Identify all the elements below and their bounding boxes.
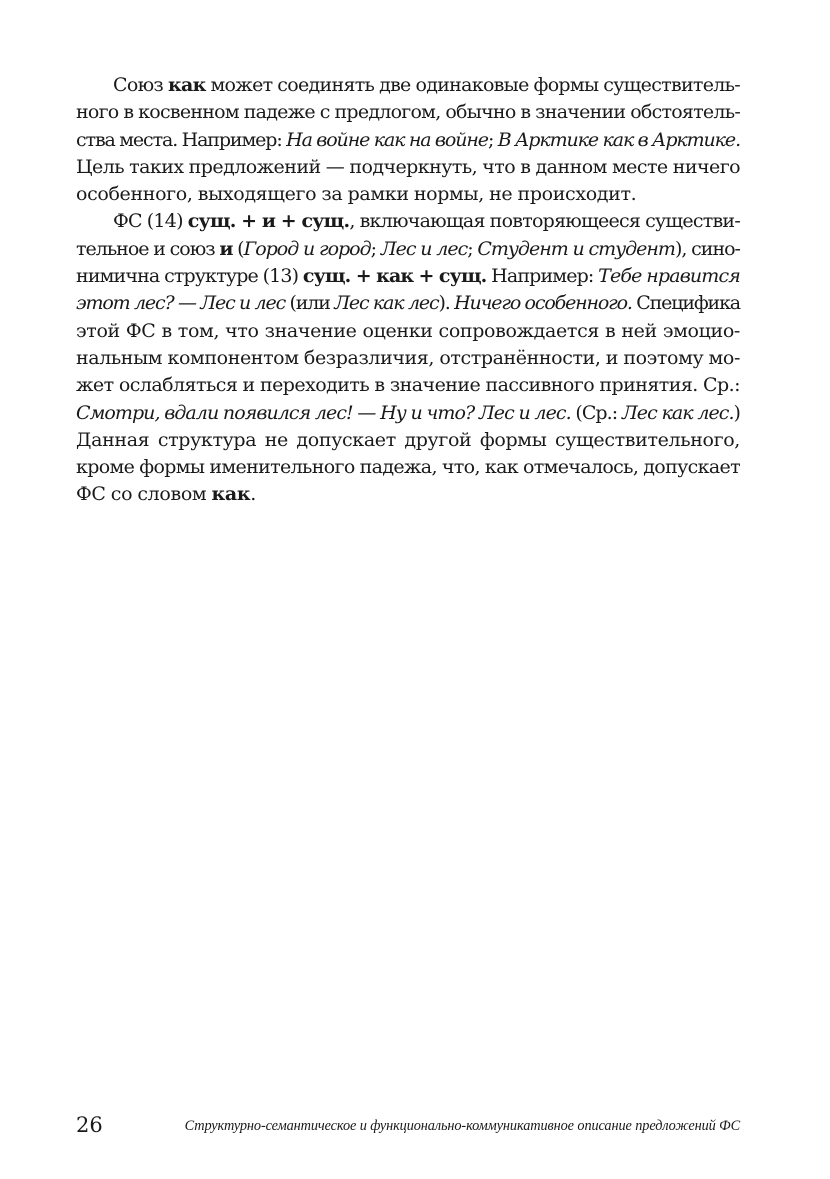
- text-line: этой ФС в том, что значение оценки сопровождается в ней эмоцио-: [76, 319, 740, 342]
- text-line: тельное и союз и (Город и город; Лес и лес; Студент и студент), сино-: [76, 237, 740, 260]
- text-line: этот лес? — Лес и лес (или Лес как лес). Ничего особенного. Специфика: [76, 292, 740, 315]
- running-title: Структурно-семантическое и функционально-коммуникативное описание предложений ФС: [184, 1118, 740, 1134]
- text-line: ФС (14) сущ. + и + сущ., включающая повторяющееся существи-: [113, 210, 740, 233]
- text-line: Союз как может соединять две одинаковые формы существитель-: [113, 74, 740, 96]
- text-line: нимична структуре (13) сущ. + как + сущ. Например: Тебе нравится: [76, 265, 740, 288]
- paragraph-2: [76, 208, 740, 508]
- text-line: Смотри, вдали появился лес! — Ну и что? Лес и лес. (Ср.: Лес как лес.): [76, 401, 741, 424]
- text-line: кроме формы именительного падежа, что, как отмечалось, допускает: [76, 456, 740, 479]
- paragraph-1: [76, 72, 740, 208]
- text-line: особенного, выходящего за рамки нормы, не происходит.: [76, 183, 637, 206]
- text-line: ства места. Например: На войне как на войне; В Арктике как в Арктике.: [76, 128, 741, 151]
- text-line: жет ослабляться и переходить в значение пассивного принятия. Ср.:: [76, 374, 740, 397]
- text-line: ФС со словом как.: [76, 483, 256, 506]
- main-text: [76, 72, 740, 509]
- text-line: нальным компонентом безразличия, отстранённости, и поэтому мо-: [76, 346, 740, 369]
- text-line: Цель таких предложений — подчеркнуть, что в данном месте ничего: [76, 155, 740, 178]
- text-line: ного в косвенном падеже с предлогом, обычно в значении обстоятель-: [76, 101, 740, 124]
- text-line: Данная структура не допускает другой формы существительного,: [76, 428, 740, 451]
- page-number: 26: [76, 1113, 103, 1137]
- page-footer: [76, 1110, 740, 1140]
